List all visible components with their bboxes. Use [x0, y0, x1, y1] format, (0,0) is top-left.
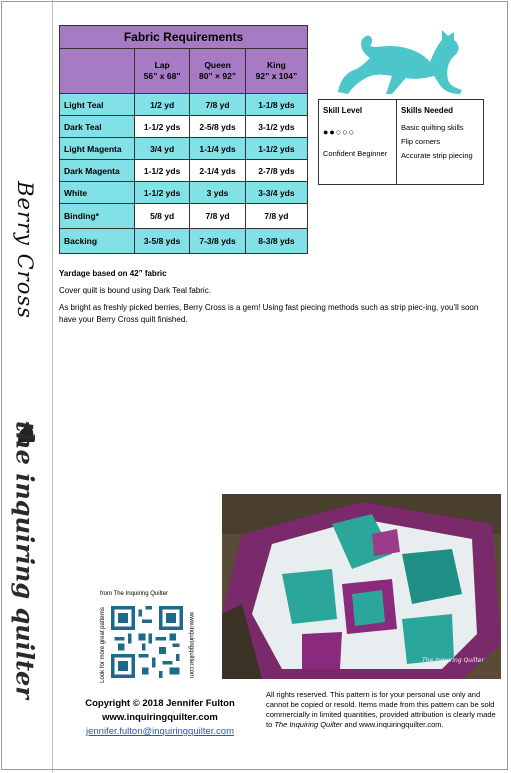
table-cell: 1-1/8 yds — [245, 94, 307, 116]
rights-notice: All rights reserved. This pattern is for your personal use only and cannot be copied or resold. Items made from this pattern can be sold commercially in limited quantities, provided attribution is clearly made to The Inquiring Quilter and www.inquiringquilter.com. — [266, 690, 496, 729]
table-cell: 3-3/4 yds — [245, 182, 307, 204]
table-cell: 1/2 yd — [135, 94, 190, 116]
spine-divider — [52, 0, 53, 773]
spine-title — [10, 181, 40, 319]
table-row — [60, 116, 308, 138]
skills-needed-heading: Skills Needed — [401, 106, 454, 115]
table-row — [60, 138, 308, 160]
fabric-requirements-table — [59, 25, 308, 254]
column-header: King 92” x 104” — [245, 49, 307, 94]
table-title: Fabric Requirements — [60, 26, 308, 49]
column-header: Queen 80” × 92” — [190, 49, 246, 94]
pattern-notes — [59, 268, 491, 331]
table-cell: 2-5/8 yds — [190, 116, 246, 138]
skills-needed-column — [397, 100, 483, 184]
qr-code-icon[interactable] — [111, 606, 183, 678]
table-row — [60, 94, 308, 116]
spine-title-text: Berry Cross — [13, 181, 37, 319]
table-row — [60, 182, 308, 204]
photo-watermark: The Inquiring Quilter — [422, 657, 484, 664]
table-cell: 1-1/2 yds — [135, 182, 190, 204]
table-cell: 7/8 yd — [190, 204, 246, 229]
table-row — [60, 229, 308, 254]
table-cell: 3/4 yd — [135, 138, 190, 160]
table-row — [60, 160, 308, 182]
row-label: Binding* — [60, 204, 135, 229]
skill-level-column — [319, 100, 397, 184]
skills-box — [318, 99, 484, 185]
qr-caption-left: Look for more great patterns — [100, 607, 106, 683]
teal-cat-illustration — [330, 22, 480, 97]
yardage-note: Yardage based on 42” fabric — [59, 269, 167, 278]
skill-level-label: Confident Beginner — [323, 149, 388, 158]
row-label: White — [60, 182, 135, 204]
table-cell: 3 yds — [190, 182, 246, 204]
table-cell: 3-1/2 yds — [245, 116, 307, 138]
row-label: Light Teal — [60, 94, 135, 116]
skill-item: Flip corners — [401, 137, 441, 146]
table-cell: 1-1/4 yds — [190, 138, 246, 160]
table-cell: 7/8 yd — [245, 204, 307, 229]
table-cell: 7-3/8 yds — [190, 229, 246, 254]
row-label: Light Magenta — [60, 138, 135, 160]
skill-level-heading: Skill Level — [323, 106, 363, 115]
qr-caption-top: from The Inquiring Quilter — [100, 591, 168, 597]
table-cell: 3-5/8 yds — [135, 229, 190, 254]
spine-brand — [8, 421, 42, 699]
table-cell: 2-1/4 yds — [190, 160, 246, 182]
email-link[interactable]: jennifer.fulton@inquiringquilter.com — [85, 726, 234, 737]
description-text: As bright as freshly picked berries, Berry Cross is a gem! Using fast piecing methods such as strip piec-ing, you’ll soon have your Berry Cross quilt finished. — [59, 303, 479, 324]
copyright-text: Copyright © 2018 Jennifer Fulton — [85, 698, 235, 709]
skill-item: Accurate strip piecing — [401, 151, 473, 160]
website-text: www.inquiringquilter.com — [102, 712, 218, 723]
table-row — [60, 204, 308, 229]
binding-note: Cover quilt is bound using Dark Teal fabric. — [59, 286, 211, 295]
qr-caption-right: www.inquiringquilter.com — [188, 611, 194, 679]
row-label: Backing — [60, 229, 135, 254]
skill-item: Basic quilting skills — [401, 123, 464, 132]
table-cell: 5/8 yd — [135, 204, 190, 229]
table-header-row — [60, 49, 308, 94]
quilt-photo — [222, 494, 501, 679]
skills-list — [401, 123, 479, 160]
spine-brand-text: the inquiring quilter — [10, 421, 40, 699]
row-label: Dark Teal — [60, 116, 135, 138]
table-cell: 1-1/2 yds — [245, 138, 307, 160]
header-blank — [60, 49, 135, 94]
table-cell: 1-1/2 yds — [135, 116, 190, 138]
copyright-block — [60, 697, 260, 739]
table-cell: 8-3/8 yds — [245, 229, 307, 254]
table-cell: 2-7/8 yds — [245, 160, 307, 182]
table-cell: 1-1/2 yds — [135, 160, 190, 182]
table-cell: 7/8 yd — [190, 94, 246, 116]
column-header: Lap 56” x 68” — [135, 49, 190, 94]
skill-level-dots: ●●○○○ — [323, 127, 356, 137]
row-label: Dark Magenta — [60, 160, 135, 182]
